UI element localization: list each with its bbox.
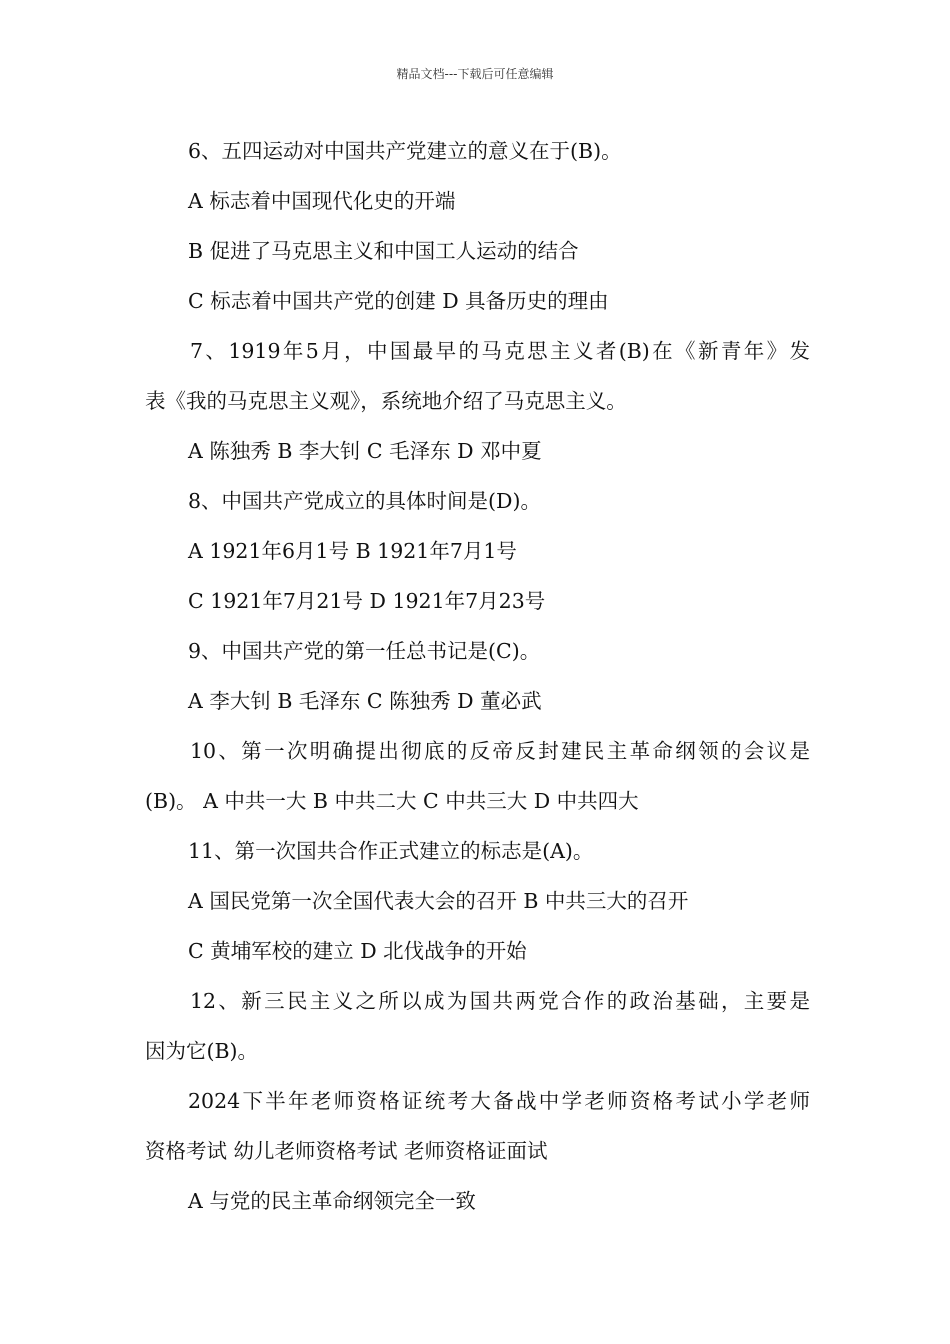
question-12-line-1: 12、新三民主义之所以成为国共两党合作的政治基础，主要是 [190,989,810,1013]
page-header: 精品文档---下载后可任意编辑 [396,67,554,81]
ad-text-line-2: 资格考试 幼儿老师资格考试 老师资格证面试 [145,1139,548,1163]
question-8: 8、中国共产党成立的具体时间是(D)。 [188,489,541,513]
question-6: 6、五四运动对中国共产党建立的意义在于(B)。 [188,139,622,163]
question-7-line-2: 表《我的马克思主义观》，系统地介绍了马克思主义。 [145,389,627,413]
document-body [145,126,810,1226]
question-11: 11、第一次国共合作正式建立的标志是(A)。 [188,839,594,863]
question-10-line-1: 10、第一次明确提出彻底的反帝反封建民主革命纲领的会议是 [190,739,810,763]
q6-option-a: A 标志着中国现代化史的开端 [188,189,456,213]
question-9: 9、中国共产党的第一任总书记是(C)。 [188,639,541,663]
q8-options-a-b: A 1921年6月1号 B 1921年7月1号 [188,539,517,563]
q7-options: A 陈独秀 B 李大钊 C 毛泽东 D 邓中夏 [188,439,542,463]
question-12-line-2: 因为它(B)。 [145,1039,259,1063]
q12-option-a: A 与党的民主革命纲领完全一致 [188,1189,476,1213]
question-10-line-2: (B)。 A 中共一大 B 中共二大 C 中共三大 D 中共四大 [145,789,639,813]
question-7-line-1: 7、1919年5月，中国最早的马克思主义者(B)在《新青年》发 [190,339,810,363]
q6-option-b: B 促进了马克思主义和中国工人运动的结合 [188,239,579,263]
q9-options: A 李大钊 B 毛泽东 C 陈独秀 D 董必武 [188,689,542,713]
q11-options-c-d: C 黄埔军校的建立 D 北伐战争的开始 [188,939,527,963]
q11-options-a-b: A 国民党第一次全国代表大会的召开 B 中共三大的召开 [188,889,689,913]
ad-text-line-1: 2024下半年老师资格证统考大备战中学老师资格考试小学老师 [188,1089,810,1113]
q6-options-c-d: C 标志着中国共产党的创建 D 具备历史的理由 [188,289,609,313]
q8-options-c-d: C 1921年7月21号 D 1921年7月23号 [188,589,546,613]
